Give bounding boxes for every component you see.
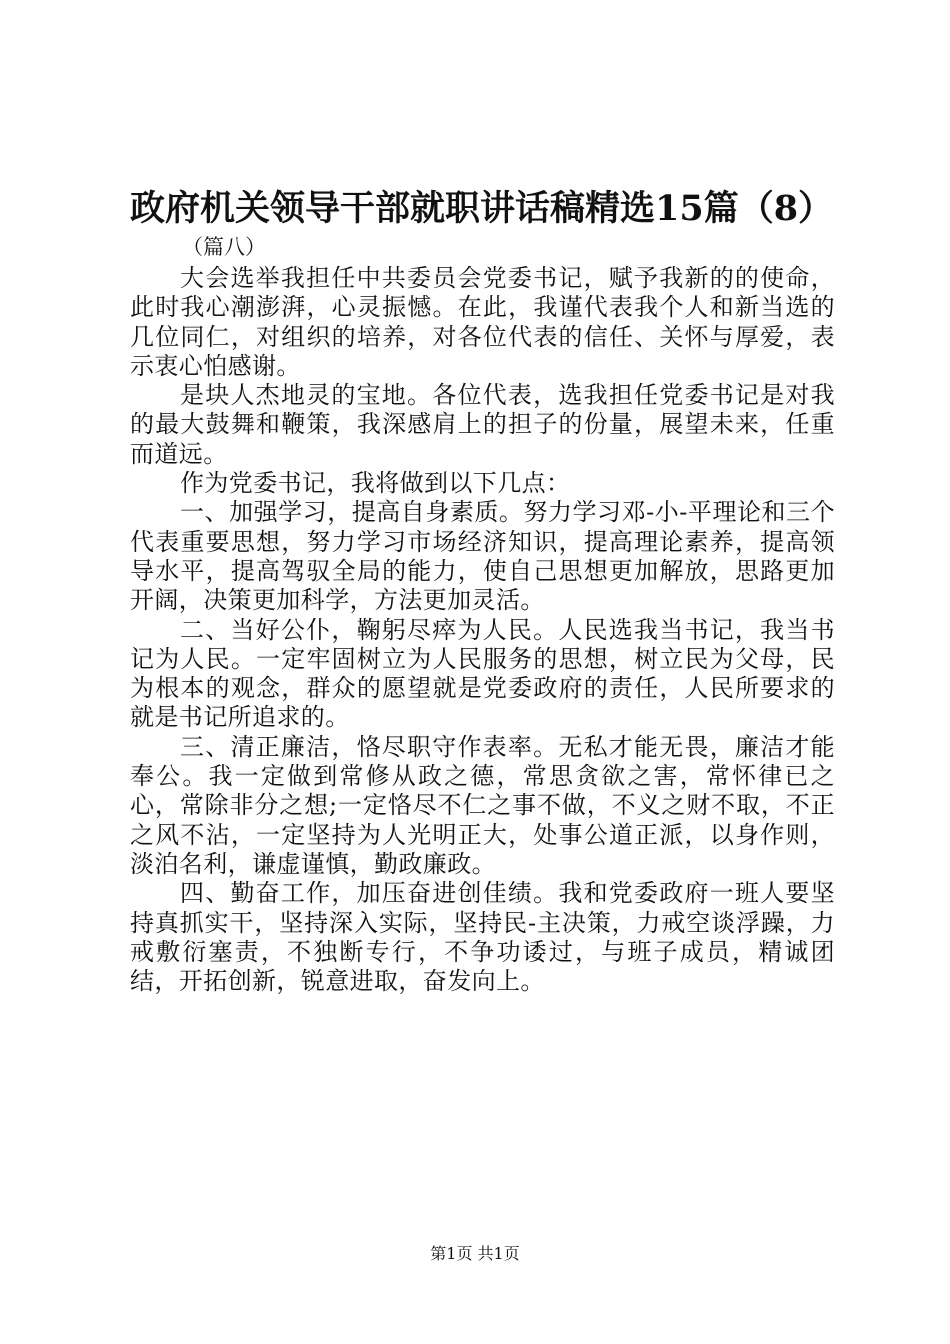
paragraph-location: 是块人杰地灵的宝地。各位代表，选我担任党委书记是对我的最大鼓舞和鞭策，我深感肩上的担子的份量，展望未来，任重而道远。 — [130, 381, 835, 468]
paragraph-intro: 大会选举我担任中共委员会党委书记，赋予我新的的使命，此时我心潮澎湃，心灵振憾。在此，我谨代表我个人和新当选的几位同仁，对组织的培养，对各位代表的信任、关怀与厚爱，表示衷心怕感谢。 — [130, 264, 835, 380]
page-title: 政府机关领导干部就职讲话稿精选15篇（8） — [130, 188, 834, 229]
paragraph-point-2: 二、当好公仆，鞠躬尽瘁为人民。人民选我当书记，我当书记为人民。一定牢固树立为人民服务的思想，树立民为父母，民为根本的观念，群众的愿望就是党委政府的责任，人民所要求的就是书记所追求的。 — [130, 615, 835, 732]
paragraph-point-4: 四、勤奋工作，加压奋进创佳绩。我和党委政府一班人要坚持真抓实干，坚持深入实际，坚持民-主决策，力戒空谈浮躁，力戒敷衍塞责，不独断专行，不争功诿过，与班子成员，精诚团结，开拓创新，锐意进取，奋发向上。 — [130, 879, 835, 996]
page-footer: 第1页 共1页 — [430, 1244, 520, 1263]
document-body — [130, 264, 835, 996]
paragraph-point-3: 三、清正廉洁，恪尽职守作表率。无私才能无畏，廉洁才能奉公。我一定做到常修从政之德，常思贪欲之害，常怀律已之心，常除非分之想;一定恪尽不仁之事不做，不义之财不取，不正之风不沾，一定坚持为人光明正大，处事公道正派，以身作则，淡泊名利，谦虚谨慎，勤政廉政。 — [130, 732, 835, 878]
paragraph-pledge-intro: 作为党委书记，我将做到以下几点： — [180, 469, 571, 498]
section-label: （篇八） — [182, 235, 266, 259]
paragraph-point-1: 一、加强学习，提高自身素质。努力学习邓-小-平理论和三个代表重要思想，努力学习市场经济知识，提高理论素养，提高领导水平，提高驾驭全局的能力，使自己思想更加解放，思路更加开阔，决策更加科学，方法更加灵活。 — [130, 498, 835, 615]
